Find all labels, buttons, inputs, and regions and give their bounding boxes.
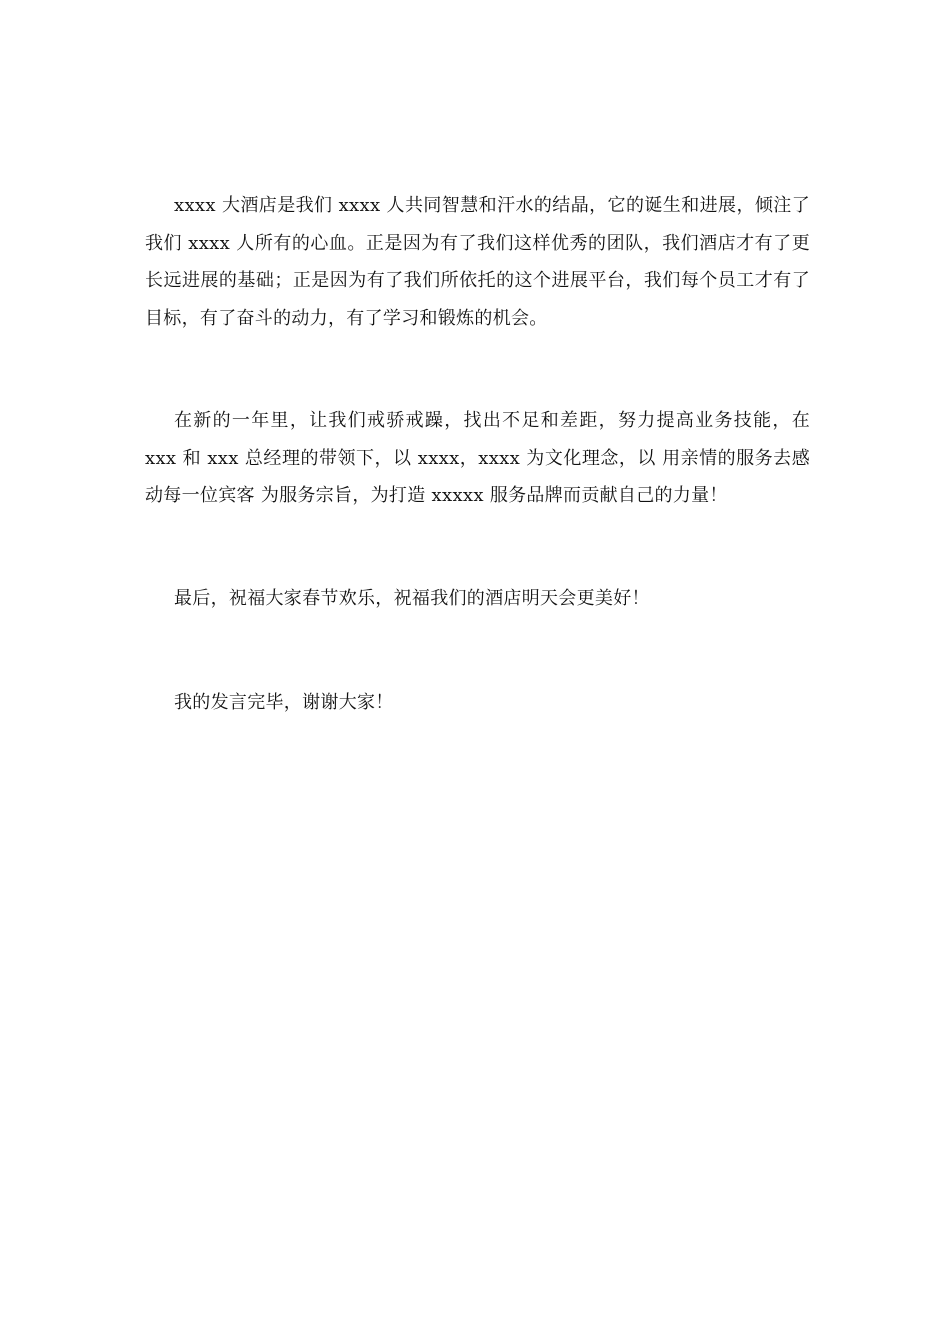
paragraph-spring-festival-wishes: 最后，祝福大家春节欢乐，祝福我们的酒店明天会更美好！: [174, 588, 650, 609]
paragraph-hotel-team: xxxx 大酒店是我们 xxxx 人共同智慧和汗水的结晶，它的诞生和进展，倾注了我们 xxxx 人所有的心血。正是因为有了我们这样优秀的团队，我们酒店才有了更长远进展的基础；正是因为有了我们所依托的这个进展平台，我们每个员工才有了目标，有了奋斗的动力，有了学习和锻炼的机会。: [145, 195, 810, 329]
paragraph-new-year-goals: 在新的一年里，让我们戒骄戒躁，找出不足和差距，努力提高业务技能，在 xxx 和 xxx 总经理的带领下，以 xxxx，xxxx 为文化理念，以 用亲情的服务去感动每一位宾客 为服务宗旨，为打造 xxxxx 服务品牌而贡献自己的力量！: [145, 410, 810, 506]
paragraph-closing-thanks: 我的发言完毕，谢谢大家！: [174, 692, 394, 713]
